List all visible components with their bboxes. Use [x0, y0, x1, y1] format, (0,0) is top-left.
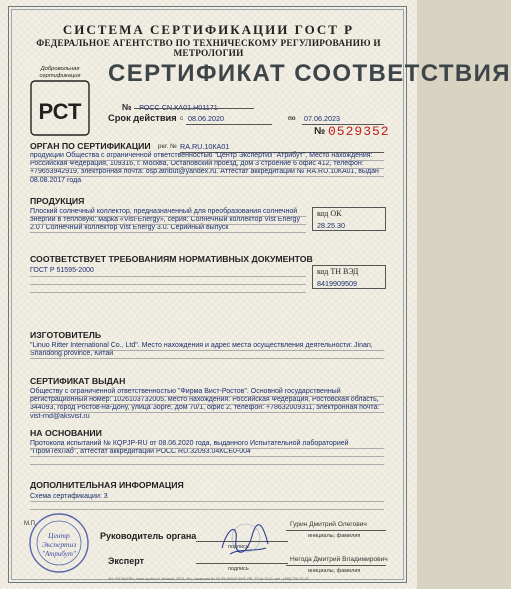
product-code-box: [312, 207, 386, 231]
rst-logo: [28, 66, 92, 136]
expert-sig-caption: подпись: [228, 566, 249, 572]
product-label: ПРОДУКЦИЯ: [30, 196, 85, 206]
validity-label: Срок действия: [108, 113, 177, 123]
manufacturer-text: "Linuo Ritter International Co., Ltd". Место нахождения и адрес места осуществления деятельности: Jinan, Shandong province, Китай: [30, 342, 373, 358]
head-label: Руководитель органа: [100, 531, 197, 541]
head-name: Гурин Дмитрий Олегович: [290, 521, 367, 528]
organ-reg-prefix: рег. №: [158, 143, 177, 150]
product-text: Плоский солнечный коллектор, предназначенный для преобразования солнечной энергии в тепловую: марка «Vist-Energy», серия: Солнечный коллектор Vist Energy 2.0 / Солнечный коллектор Vist Energy 3.0. Серийный выпуск: [30, 208, 300, 232]
compliance-label: СООТВЕТСТВУЕТ ТРЕБОВАНИЯМ НОРМАТИВНЫХ ДОКУМЕНТОВ: [30, 254, 313, 264]
system-title: СИСТЕМА СЕРТИФИКАЦИИ ГОСТ Р: [62, 22, 355, 37]
expert-label: Эксперт: [108, 556, 145, 566]
head-initials-caption: инициалы, фамилия: [308, 533, 361, 539]
manufacturer-label: ИЗГОТОВИТЕЛЬ: [30, 330, 102, 340]
from-prefix: с: [180, 115, 184, 122]
expert-initials-caption: инициалы, фамилия: [308, 568, 361, 574]
tnved-code: 8419909509: [317, 279, 357, 288]
logo-caption: Добровольная сертификация: [39, 66, 81, 79]
stamp-line3: "Атрибут": [42, 550, 76, 558]
organ-text: продукции Общества с ограниченной ответственностью "Центр Экспертиз "Атрибут", Место нахождения: Российская Федерация, 109316, г. Москва, Остаповский проезд, дом 3 строение 6 офис 412, телефон: +79653942919, электронная почта: osp.atribut@yandex.ru. Аттестат аккредитации № RA.RU.10КА01, выдан 08.08.2017 года: [30, 152, 379, 184]
certificate-title: СЕРТИФИКАТ СООТВЕТСТВИЯ: [108, 60, 511, 87]
head-sig-caption: подпись: [228, 544, 249, 550]
mp-label: М.П.: [24, 521, 37, 527]
serial-number: 0529352: [328, 124, 390, 139]
extra-info-text: Схема сертификации: 3: [30, 493, 108, 500]
signature-mark: [216, 518, 274, 564]
issued-text: Обществу с ограниченной ответственностью "Фирма Вист-Ростов". Основной государственный регистрационный номер: 1026103732005, место нахождения: Российская Федерация, Ростовская область, 344093, город Ростов-на-Дону, улица Зорге, дом 70/1, офис 2, телефон: +78632009311, электронная почта: vist-rnd@aksvist.ru: [30, 388, 380, 420]
issued-label: СЕРТИФИКАТ ВЫДАН: [30, 376, 126, 386]
organ-reg: RA.RU.10КА01: [180, 142, 230, 151]
expert-name: Негода Дмитрий Владимирович: [290, 556, 388, 563]
rst-emblem-icon: [30, 80, 90, 136]
compliance-text: ГОСТ Р 51595-2000: [30, 267, 94, 274]
to-prefix: по: [288, 115, 296, 122]
product-code: 28.25.30: [317, 221, 345, 230]
print-footer: АО «ОПЦИОН», www.opcion.ru, Москва, 2015, «Б», лицензия № 05-05-09/003 ФНС РФ, ТЗ № 1010, тел.: (495) 726-47-42: [108, 577, 309, 581]
logo-letters: РСТ: [38, 99, 82, 124]
agency-title: ФЕДЕРАЛЬНОЕ АГЕНТСТВО ПО ТЕХНИЧЕСКОМУ РЕГУЛИРОВАНИЮ И МЕТРОЛОГИИ: [36, 39, 381, 59]
tnved-code-box: [312, 265, 386, 289]
basis-label: НА ОСНОВАНИИ: [30, 428, 102, 438]
extra-info-label: ДОПОЛНИТЕЛЬНАЯ ИНФОРМАЦИЯ: [30, 480, 184, 490]
attribut-stamp: [28, 512, 90, 574]
basis-text: Протокола испытаний № КQPJP-RU от 08.06.2020 года, выданного Испытательной лабораторией "ПромТехЛаб", аттестат аккредитации РОСС RU.32093.04КСЕ0-004: [30, 440, 349, 456]
organ-label: ОРГАН ПО СЕРТИФИКАЦИИ: [30, 141, 151, 151]
from-date: 08.06.2020: [188, 114, 224, 123]
serial-prefix: №: [314, 126, 326, 137]
tnved-code-label: код ТН ВЭД: [317, 267, 359, 276]
stamp-line1: Центр: [48, 531, 70, 540]
to-date: 07.06.2023: [304, 114, 340, 123]
cert-number-prefix: №: [122, 102, 132, 112]
cert-number: РОСС CN.КА01.Н01171: [139, 103, 218, 112]
stamp-line2: Экспертиз: [41, 540, 77, 549]
product-code-label: код ОК: [317, 209, 342, 218]
